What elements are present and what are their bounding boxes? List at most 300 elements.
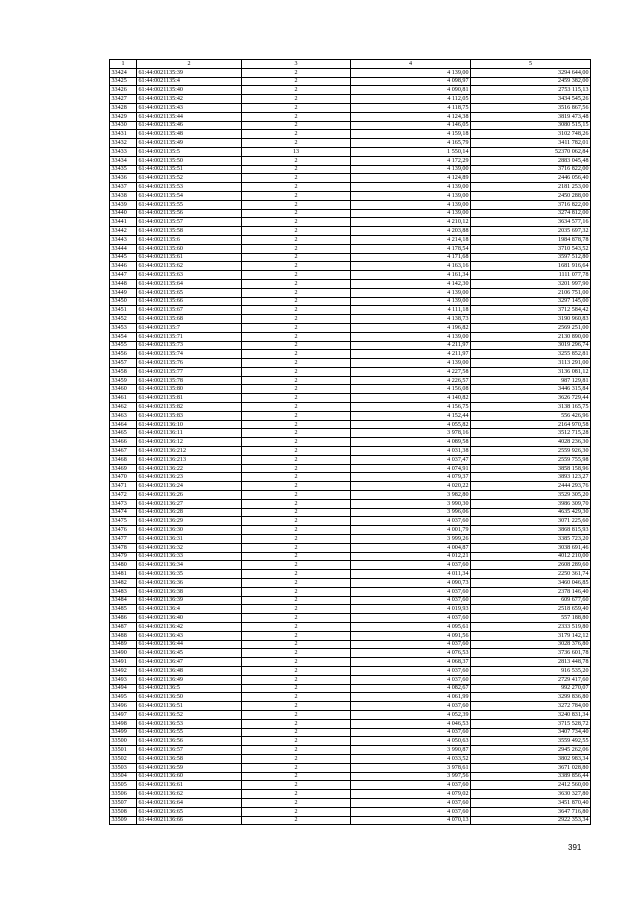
count-cell: 2	[242, 570, 351, 579]
count-cell: 2	[242, 350, 351, 359]
table-row	[110, 552, 591, 561]
table-row	[110, 658, 591, 667]
count-cell: 2	[242, 183, 351, 192]
cadastral-number-cell: 61:44:0021135:67	[137, 306, 242, 315]
row-number-cell: 33473	[110, 499, 137, 508]
table-row	[110, 174, 591, 183]
row-number-cell: 33499	[110, 728, 137, 737]
total-value-cell: 3385 723,20	[471, 535, 591, 544]
total-value-cell: 3297 145,00	[471, 297, 591, 306]
cadastral-number-cell: 61:44:0021136:27	[137, 499, 242, 508]
cadastral-number-cell: 61:44:0021136:60	[137, 772, 242, 781]
table-row	[110, 350, 591, 359]
table-row	[110, 165, 591, 174]
count-cell: 2	[242, 403, 351, 412]
count-cell: 2	[242, 191, 351, 200]
row-number-cell: 33455	[110, 341, 137, 350]
unit-value-cell: 4 090,73	[351, 579, 471, 588]
count-cell: 2	[242, 649, 351, 658]
total-value-cell: 3460 046,85	[471, 579, 591, 588]
cadastral-number-cell: 61:44:0021136:58	[137, 754, 242, 763]
unit-value-cell: 4 037,47	[351, 455, 471, 464]
table-row	[110, 385, 591, 394]
unit-value-cell: 4 124,38	[351, 112, 471, 121]
unit-value-cell: 4 111,18	[351, 306, 471, 315]
cadastral-number-cell: 61:44:0021135:77	[137, 367, 242, 376]
cadastral-number-cell: 61:44:0021136:31	[137, 535, 242, 544]
row-number-cell: 33438	[110, 191, 137, 200]
cadastral-number-cell: 61:44:0021136:47	[137, 658, 242, 667]
cadastral-number-cell: 61:44:0021135:73	[137, 341, 242, 350]
total-value-cell: 557 188,80	[471, 614, 591, 623]
count-cell: 2	[242, 798, 351, 807]
count-cell: 2	[242, 121, 351, 130]
row-number-cell: 33430	[110, 121, 137, 130]
unit-value-cell: 4 211,97	[351, 350, 471, 359]
total-value-cell: 2412 560,00	[471, 781, 591, 790]
cadastral-number-cell: 61:44:0021136:57	[137, 746, 242, 755]
unit-value-cell: 3 990,87	[351, 746, 471, 755]
cadastral-number-cell: 61:44:0021136:26	[137, 491, 242, 500]
total-value-cell: 3299 836,80	[471, 693, 591, 702]
table-row	[110, 605, 591, 614]
count-cell: 2	[242, 587, 351, 596]
table-row	[110, 306, 591, 315]
total-value-cell: 3559 492,55	[471, 737, 591, 746]
total-value-cell: 1111 077,78	[471, 271, 591, 280]
count-cell: 2	[242, 86, 351, 95]
row-number-cell: 33461	[110, 394, 137, 403]
total-value-cell: 4028 236,30	[471, 438, 591, 447]
total-value-cell: 2813 448,78	[471, 658, 591, 667]
cadastral-number-cell: 61:44:0021136:11	[137, 429, 242, 438]
header-col-1: 1	[110, 60, 137, 69]
total-value-cell: 3190 960,83	[471, 315, 591, 324]
count-cell: 2	[242, 640, 351, 649]
row-number-cell: 33468	[110, 455, 137, 464]
total-value-cell: 3893 123,27	[471, 473, 591, 482]
table-row	[110, 763, 591, 772]
unit-value-cell: 4 091,56	[351, 631, 471, 640]
unit-value-cell: 4 090,81	[351, 86, 471, 95]
count-cell: 2	[242, 130, 351, 139]
row-number-cell: 33454	[110, 332, 137, 341]
total-value-cell: 3240 831,34	[471, 710, 591, 719]
table-row	[110, 429, 591, 438]
table-row	[110, 156, 591, 165]
table-row	[110, 95, 591, 104]
table-row	[110, 649, 591, 658]
table-row	[110, 253, 591, 262]
unit-value-cell: 4 019,93	[351, 605, 471, 614]
unit-value-cell: 4 156,08	[351, 385, 471, 394]
cadastral-number-cell: 61:44:0021136:66	[137, 816, 242, 825]
total-value-cell: 3272 784,00	[471, 702, 591, 711]
total-value-cell: 2569 251,00	[471, 323, 591, 332]
table-row	[110, 191, 591, 200]
total-value-cell: 3019 296,74	[471, 341, 591, 350]
total-value-cell: 3529 305,20	[471, 491, 591, 500]
header-col-3: 3	[242, 60, 351, 69]
page-number: 391	[568, 843, 582, 852]
count-cell: 2	[242, 315, 351, 324]
count-cell: 2	[242, 297, 351, 306]
row-number-cell: 33480	[110, 561, 137, 570]
count-cell: 2	[242, 165, 351, 174]
row-number-cell: 33489	[110, 640, 137, 649]
total-value-cell: 3038 691,46	[471, 543, 591, 552]
cadastral-number-cell: 61:44:0021135:56	[137, 209, 242, 218]
total-value-cell: 3138 165,75	[471, 403, 591, 412]
total-value-cell: 3716 822,00	[471, 200, 591, 209]
total-value-cell: 3080 515,15	[471, 121, 591, 130]
count-cell: 2	[242, 218, 351, 227]
count-cell: 2	[242, 227, 351, 236]
row-number-cell: 33434	[110, 156, 137, 165]
total-value-cell: 2459 382,00	[471, 77, 591, 86]
cadastral-number-cell: 61:44:0021136:34	[137, 561, 242, 570]
row-number-cell: 33445	[110, 253, 137, 262]
cadastral-number-cell: 61:44:0021136:62	[137, 790, 242, 799]
row-number-cell: 33490	[110, 649, 137, 658]
row-number-cell: 33424	[110, 68, 137, 77]
unit-value-cell: 4 139,00	[351, 68, 471, 77]
count-cell: 2	[242, 253, 351, 262]
total-value-cell: 1984 878,78	[471, 235, 591, 244]
total-value-cell: 3451 870,40	[471, 798, 591, 807]
row-number-cell: 33485	[110, 605, 137, 614]
unit-value-cell: 4 037,60	[351, 587, 471, 596]
table-row	[110, 112, 591, 121]
row-number-cell: 33426	[110, 86, 137, 95]
unit-value-cell: 1 550,14	[351, 147, 471, 156]
unit-value-cell: 4 112,05	[351, 95, 471, 104]
row-number-cell: 33509	[110, 816, 137, 825]
header-col-5: 5	[471, 60, 591, 69]
count-cell: 2	[242, 543, 351, 552]
unit-value-cell: 4 140,82	[351, 394, 471, 403]
unit-value-cell: 4 210,12	[351, 218, 471, 227]
total-value-cell: 2446 056,40	[471, 174, 591, 183]
unit-value-cell: 4 037,60	[351, 702, 471, 711]
cadastral-number-cell: 61:44:0021136:52	[137, 710, 242, 719]
total-value-cell: 992 270,07	[471, 684, 591, 693]
table-row	[110, 103, 591, 112]
count-cell: 2	[242, 68, 351, 77]
total-value-cell: 3071 225,60	[471, 517, 591, 526]
table-row	[110, 77, 591, 86]
unit-value-cell: 4 163,16	[351, 262, 471, 271]
unit-value-cell: 4 079,37	[351, 473, 471, 482]
table-row	[110, 323, 591, 332]
count-cell: 2	[242, 666, 351, 675]
unit-value-cell: 4 052,39	[351, 710, 471, 719]
row-number-cell: 33478	[110, 543, 137, 552]
cadastral-number-cell: 61:44:0021136:39	[137, 596, 242, 605]
count-cell: 2	[242, 508, 351, 517]
header-row	[110, 60, 591, 69]
count-cell: 2	[242, 710, 351, 719]
table-row	[110, 737, 591, 746]
unit-value-cell: 4 037,60	[351, 807, 471, 816]
row-number-cell: 33457	[110, 359, 137, 368]
count-cell: 2	[242, 139, 351, 148]
cadastral-number-cell: 61:44:0021135:6	[137, 235, 242, 244]
count-cell: 2	[242, 455, 351, 464]
cadastral-number-cell: 61:44:0021136:65	[137, 807, 242, 816]
unit-value-cell: 4 011,34	[351, 570, 471, 579]
total-value-cell: 2130 890,00	[471, 332, 591, 341]
count-cell: 2	[242, 737, 351, 746]
unit-value-cell: 4 203,88	[351, 227, 471, 236]
count-cell: 2	[242, 394, 351, 403]
row-number-cell: 33475	[110, 517, 137, 526]
table-row	[110, 746, 591, 755]
cadastral-number-cell: 61:44:0021136:45	[137, 649, 242, 658]
unit-value-cell: 4 095,61	[351, 623, 471, 632]
count-cell: 2	[242, 693, 351, 702]
total-value-cell: 3736 601,78	[471, 649, 591, 658]
table-row	[110, 147, 591, 156]
count-cell: 2	[242, 174, 351, 183]
cadastral-number-cell: 61:44:0021135:50	[137, 156, 242, 165]
row-number-cell: 33486	[110, 614, 137, 623]
table-row	[110, 535, 591, 544]
cadastral-number-cell: 61:44:0021136:50	[137, 693, 242, 702]
unit-value-cell: 4 165,79	[351, 139, 471, 148]
count-cell: 2	[242, 341, 351, 350]
row-number-cell: 33505	[110, 781, 137, 790]
unit-value-cell: 4 020,22	[351, 482, 471, 491]
cadastral-number-cell: 61:44:0021135:80	[137, 385, 242, 394]
total-value-cell: 609 677,60	[471, 596, 591, 605]
total-value-cell: 2035 697,32	[471, 227, 591, 236]
count-cell: 2	[242, 684, 351, 693]
cadastral-number-cell: 61:44:0021135:54	[137, 191, 242, 200]
count-cell: 2	[242, 675, 351, 684]
row-number-cell: 33470	[110, 473, 137, 482]
total-value-cell: 3411 782,01	[471, 139, 591, 148]
count-cell: 2	[242, 614, 351, 623]
header-col-2: 2	[137, 60, 242, 69]
cadastral-number-cell: 61:44:0021136:4	[137, 605, 242, 614]
unit-value-cell: 4 046,53	[351, 719, 471, 728]
total-value-cell: 3710 543,52	[471, 244, 591, 253]
unit-value-cell: 4 070,13	[351, 816, 471, 825]
total-value-cell: 52370 062,84	[471, 147, 591, 156]
count-cell: 13	[242, 147, 351, 156]
row-number-cell: 33464	[110, 420, 137, 429]
row-number-cell: 33431	[110, 130, 137, 139]
table-row	[110, 631, 591, 640]
row-number-cell: 33437	[110, 183, 137, 192]
total-value-cell: 2450 288,00	[471, 191, 591, 200]
cadastral-number-cell: 61:44:0021135:66	[137, 297, 242, 306]
unit-value-cell: 4 037,60	[351, 798, 471, 807]
total-value-cell: 3407 734,40	[471, 728, 591, 737]
cadastral-number-cell: 61:44:0021135:60	[137, 244, 242, 253]
total-value-cell: 916 535,20	[471, 666, 591, 675]
table-row	[110, 816, 591, 825]
table-row	[110, 807, 591, 816]
unit-value-cell: 4 001,79	[351, 526, 471, 535]
row-number-cell: 33498	[110, 719, 137, 728]
count-cell: 2	[242, 499, 351, 508]
table-row	[110, 403, 591, 412]
row-number-cell: 33477	[110, 535, 137, 544]
count-cell: 2	[242, 772, 351, 781]
table-row	[110, 130, 591, 139]
cadastral-number-cell: 61:44:0021135:58	[137, 227, 242, 236]
table-row	[110, 754, 591, 763]
table-row	[110, 710, 591, 719]
count-cell: 2	[242, 279, 351, 288]
table-row	[110, 675, 591, 684]
row-number-cell: 33492	[110, 666, 137, 675]
cadastral-number-cell: 61:44:0021135:78	[137, 376, 242, 385]
count-cell: 2	[242, 306, 351, 315]
cadastral-number-cell: 61:44:0021136:23	[137, 473, 242, 482]
cadastral-number-cell: 61:44:0021136:22	[137, 464, 242, 473]
row-number-cell: 33435	[110, 165, 137, 174]
row-number-cell: 33472	[110, 491, 137, 500]
unit-value-cell: 4 118,75	[351, 103, 471, 112]
table-row	[110, 235, 591, 244]
cadastral-table	[109, 59, 591, 825]
cadastral-number-cell: 61:44:0021136:55	[137, 728, 242, 737]
table-row	[110, 561, 591, 570]
row-number-cell: 33453	[110, 323, 137, 332]
count-cell: 2	[242, 473, 351, 482]
total-value-cell: 3868 815,93	[471, 526, 591, 535]
table-row	[110, 781, 591, 790]
row-number-cell: 33428	[110, 103, 137, 112]
total-value-cell: 4635 429,30	[471, 508, 591, 517]
count-cell: 2	[242, 596, 351, 605]
unit-value-cell: 4 050,63	[351, 737, 471, 746]
table-row	[110, 209, 591, 218]
cadastral-number-cell: 61:44:0021135:83	[137, 411, 242, 420]
row-number-cell: 33506	[110, 790, 137, 799]
table-row	[110, 359, 591, 368]
table-row	[110, 367, 591, 376]
total-value-cell: 2250 361,74	[471, 570, 591, 579]
row-number-cell: 33469	[110, 464, 137, 473]
total-value-cell: 3446 315,84	[471, 385, 591, 394]
row-number-cell: 33503	[110, 763, 137, 772]
table-row	[110, 315, 591, 324]
table-row	[110, 570, 591, 579]
cadastral-number-cell: 61:44:0021136:36	[137, 579, 242, 588]
cadastral-number-cell: 61:44:0021136:56	[137, 737, 242, 746]
table-row	[110, 262, 591, 271]
count-cell: 2	[242, 623, 351, 632]
count-cell: 2	[242, 763, 351, 772]
unit-value-cell: 4 138,73	[351, 315, 471, 324]
count-cell: 2	[242, 561, 351, 570]
count-cell: 2	[242, 517, 351, 526]
unit-value-cell: 4 037,60	[351, 517, 471, 526]
unit-value-cell: 4 139,00	[351, 359, 471, 368]
cadastral-number-cell: 61:44:0021135:44	[137, 112, 242, 121]
table-row	[110, 579, 591, 588]
table-row	[110, 596, 591, 605]
row-number-cell: 33440	[110, 209, 137, 218]
row-number-cell: 33501	[110, 746, 137, 755]
cadastral-number-cell: 61:44:0021136:44	[137, 640, 242, 649]
total-value-cell: 3201 997,90	[471, 279, 591, 288]
total-value-cell: 2883 045,48	[471, 156, 591, 165]
count-cell: 2	[242, 156, 351, 165]
cadastral-number-cell: 61:44:0021136:12	[137, 438, 242, 447]
table-row	[110, 447, 591, 456]
row-number-cell: 33441	[110, 218, 137, 227]
cadastral-number-cell: 61:44:0021135:61	[137, 253, 242, 262]
row-number-cell: 33450	[110, 297, 137, 306]
header-col-4: 4	[351, 60, 471, 69]
count-cell: 2	[242, 112, 351, 121]
table-row	[110, 702, 591, 711]
unit-value-cell: 4 004,87	[351, 543, 471, 552]
row-number-cell: 33447	[110, 271, 137, 280]
row-number-cell: 33497	[110, 710, 137, 719]
unit-value-cell: 4 012,21	[351, 552, 471, 561]
count-cell: 2	[242, 323, 351, 332]
row-number-cell: 33444	[110, 244, 137, 253]
table-row	[110, 693, 591, 702]
cadastral-number-cell: 61:44:0021135:57	[137, 218, 242, 227]
count-cell: 2	[242, 781, 351, 790]
count-cell: 2	[242, 728, 351, 737]
count-cell: 2	[242, 429, 351, 438]
cadastral-number-cell: 61:44:0021135:40	[137, 86, 242, 95]
row-number-cell: 33439	[110, 200, 137, 209]
table-row	[110, 420, 591, 429]
unit-value-cell: 4 211,97	[351, 341, 471, 350]
total-value-cell: 3630 327,80	[471, 790, 591, 799]
row-number-cell: 33452	[110, 315, 137, 324]
count-cell: 2	[242, 464, 351, 473]
unit-value-cell: 4 082,67	[351, 684, 471, 693]
unit-value-cell: 4 161,34	[351, 271, 471, 280]
total-value-cell: 3113 291,00	[471, 359, 591, 368]
table-row	[110, 587, 591, 596]
count-cell: 2	[242, 535, 351, 544]
cadastral-number-cell: 61:44:0021135:49	[137, 139, 242, 148]
table-row	[110, 790, 591, 799]
total-value-cell: 3671 028,80	[471, 763, 591, 772]
total-value-cell: 3712 584,42	[471, 306, 591, 315]
total-value-cell: 3647 716,80	[471, 807, 591, 816]
cadastral-number-cell: 61:44:0021136:38	[137, 587, 242, 596]
cadastral-number-cell: 61:44:0021136:32	[137, 543, 242, 552]
unit-value-cell: 4 089,58	[351, 438, 471, 447]
count-cell: 2	[242, 438, 351, 447]
count-cell: 2	[242, 816, 351, 825]
unit-value-cell: 3 978,16	[351, 429, 471, 438]
table-body	[110, 68, 591, 825]
cadastral-number-cell: 61:44:0021135:7	[137, 323, 242, 332]
total-value-cell: 3136 081,12	[471, 367, 591, 376]
cadastral-number-cell: 61:44:0021135:74	[137, 350, 242, 359]
row-number-cell: 33507	[110, 798, 137, 807]
row-number-cell: 33508	[110, 807, 137, 816]
table-row	[110, 464, 591, 473]
total-value-cell: 2559 755,98	[471, 455, 591, 464]
table-row	[110, 218, 591, 227]
cadastral-number-cell: 61:44:0021136:48	[137, 666, 242, 675]
unit-value-cell: 3 999,26	[351, 535, 471, 544]
